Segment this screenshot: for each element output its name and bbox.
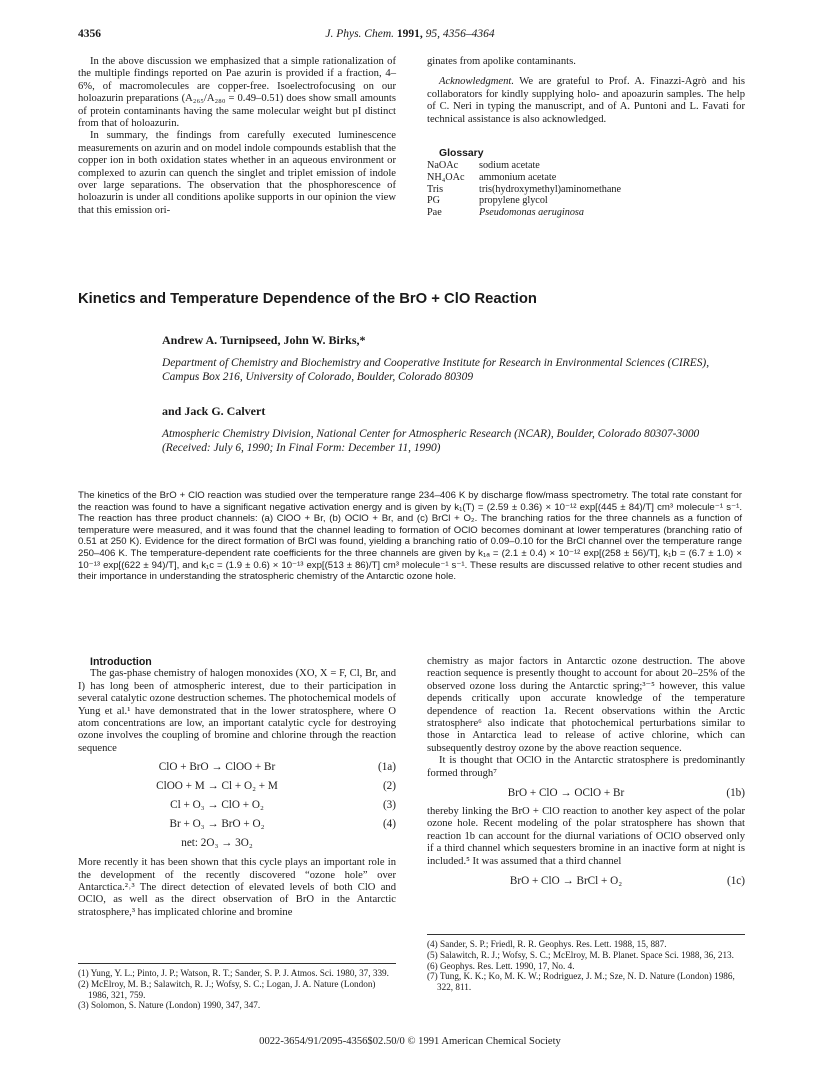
equation xyxy=(427,872,745,891)
footnote: (1) Yung, Y. L.; Pinto, J. P.; Watson, R. T.; Sander, S. P. J. Atmos. Sci. 1980, 37, 339. xyxy=(78,968,389,978)
body-paragraph: chemistry as major factors in Antarctic ozone destruction. The above reaction sequence is presently thought to account for about 20–25% of the observed ozone loss during the Antarctic spring;³⁻⁵ however, this value depends critically upon accurate knowledge of the temperature dependence of reaction 1a. Recent observations within the Arctic stratosphere⁶ also indicate that photochemical perturbations similar to those in Antarctica lead to release of active chlorine, which can subsequently destroy ozone by the above reaction sequence. xyxy=(427,656,745,754)
equation-number: (2) xyxy=(382,780,396,793)
equation-number: (4) xyxy=(382,818,396,831)
glossary-definition: propylene glycol xyxy=(479,195,548,207)
equation-text: ClOO + M → Cl + O₂ + M xyxy=(156,780,278,793)
footnote: (6) Geophys. Res. Lett. 1990, 17, No. 4. xyxy=(427,960,575,971)
acknowledgment-text: We are grateful to Prof. A. Finazzi-Agrò and his collaborators for kindly supplying holo- and apoazurin samples. The help of C. Neri in typing the manuscript, and of A. Puntoni and L. Favati for technical assistance is also acknowledged. xyxy=(427,76,745,125)
section-heading: Introduction xyxy=(90,656,152,668)
glossary-term: NH₄OAc xyxy=(427,172,465,184)
author-list: Andrew A. Turnipseed, John W. Birks,* xyxy=(162,333,366,347)
glossary-row xyxy=(427,172,621,184)
glossary-table xyxy=(427,160,621,218)
glossary-term: PG xyxy=(427,195,441,207)
abstract: The kinetics of the BrO + ClO reaction was studied over the temperature range 234–406 K by discharge flow/mass spectrometry. The total rate constant for the reaction was found to have a significant negative activation energy and is given by k₁(T) = (2.59 ± 0.36) × 10⁻¹² exp[(445 ± 84)/T] cm³ molecule⁻¹ s⁻¹. The reaction has three product channels: (a) ClOO + Br, (b) OClO + Br, and (c) BrCl + O₂. The branching ratios for the three channels as a function of temperature were measured, and it was found that the channel leading to formation of OClO becomes dominant at lower temperatures (branching ratio of 0.51 at 250 K). Evidence for the direct formation of BrCl was found, yielding a branching ratio of 0.09–0.10 for the BrCl channel over the temperature range 250–406 K. The temperature-dependent rate coefficients for the three channels are given by k₁ₐ = (2.1 ± 0.4) × 10⁻¹² exp[(258 ± 56)/T], k₁b = (6.7 ± 1.0) × 10⁻¹³ exp[(622 ± 94)/T], and k₁c = (1.9 ± 0.6) × 10⁻¹³ exp[(513 ± 86)/T] cm³ molecule⁻¹ s⁻¹. These results are discussed relative to other recent studies and their importance in understanding the stratospheric chemistry of the Antarctic ozone hole. xyxy=(78,490,742,583)
body-paragraph: thereby linking the BrO + ClO reaction to another key aspect of the polar ozone hole. Recent modeling of the polar stratosphere has shown that reaction 1b can account for the diurnal variations of OClO observed only if a third channel which sequesters bromine in an inactive form at night is included.⁵ It was assumed that a third channel xyxy=(427,806,745,867)
equation-text: BrO + ClO → BrCl + O₂ xyxy=(509,875,623,888)
body-paragraph: It is thought that OClO in the Antarctic stratosphere is predominantly formed through⁷ xyxy=(427,755,745,779)
footnote: (3) Solomon, S. Nature (London) 1990, 347, 347. xyxy=(78,1000,261,1011)
body-paragraph: More recently it has been shown that this cycle plays an important role in the development of the recently discovered “ozone hole” over Antarctica.²˒³ The direct detection of elevated levels of both ClO and OClO, as well as the direct observation of BrO in the Antarctic stratosphere,³ has implicated chlorine and bromine xyxy=(78,857,396,918)
prev-article-left-column xyxy=(78,56,396,217)
glossary-definition: ammonium acetate xyxy=(479,172,557,184)
equation-text: BrO + ClO → OClO + Br xyxy=(507,787,625,800)
equation xyxy=(78,796,396,815)
page-footer: 0022-3654/91/2095-4356$02.50/0 © 1991 American Chemical Society xyxy=(259,1036,561,1047)
glossary-definition: tris(hydroxymethyl)aminomethane xyxy=(479,183,622,195)
glossary-row xyxy=(427,195,621,207)
body-paragraph: The gas-phase chemistry of halogen monoxides (XO, X = F, Cl, Br, and I) has long been of atmospheric interest, due to their participation in several catalytic ozone destruction schemes. The photochemical models of Yung et al.¹ have demonstrated that in the lower stratosphere, where O atom concentrations are low, an important catalytic cycle for destroying ozone involves the coupling of bromine and chlorine through the reaction sequence xyxy=(78,668,396,754)
equation-number: (1c) xyxy=(726,875,745,888)
equation-number: (3) xyxy=(382,799,396,812)
footnote: (7) Tung, K. K.; Ko, M. K. W.; Rodriguez, J. M.; Sze, N. D. Nature (London) 1986, 322, 811. xyxy=(427,971,735,993)
footnotes-left xyxy=(78,963,396,1011)
glossary-definition: sodium acetate xyxy=(479,160,540,172)
equation-text: Br + O₃ → BrO + O₂ xyxy=(169,818,265,831)
equation-number: (1b) xyxy=(726,787,745,800)
equation xyxy=(78,815,396,834)
intro-left-column xyxy=(78,656,396,919)
equation xyxy=(78,758,396,777)
glossary-row xyxy=(427,207,621,219)
acknowledgment xyxy=(427,76,745,126)
equation-text: net: 2O₃ → 3O₂ xyxy=(181,837,253,850)
glossary-row xyxy=(427,160,621,172)
equation-text: ClO + BrO → ClOO + Br xyxy=(158,761,276,774)
journal-citation xyxy=(78,28,742,40)
affiliation: Atmospheric Chemistry Division, National Center for Atmospheric Research (NCAR), Boulder, Colorado 80307-3000 (Received: July 6, 1990; In Final Form: December 11, 1990) xyxy=(162,428,700,454)
glossary-title: Glossary xyxy=(439,148,484,160)
equation xyxy=(427,784,745,803)
author-list: and Jack G. Calvert xyxy=(162,404,266,418)
page-number: 4356 xyxy=(78,28,101,40)
footnotes-right xyxy=(427,934,745,993)
equation xyxy=(78,834,396,853)
glossary-row xyxy=(427,184,621,196)
equation-text: Cl + O₃ → ClO + O₂ xyxy=(170,799,264,812)
running-head xyxy=(78,28,742,44)
journal-year: 1991, xyxy=(396,28,423,40)
footnote: (5) Salawitch, R. J.; Wofsy, S. C.; McElroy, M. B. Planet. Space Sci. 1988, 36, 213. xyxy=(427,949,734,960)
glossary-term: Tris xyxy=(427,183,444,195)
intro-right-column xyxy=(427,656,745,891)
affiliation: Department of Chemistry and Biochemistry and Cooperative Institute for Research in Environmental Sciences (CIRES), Campus Box 216, University of Colorado, Boulder, Colorado 80309 xyxy=(162,357,710,383)
prev-paragraph: ginates from apolike contaminants. xyxy=(427,56,576,67)
glossary-term: Pae xyxy=(427,206,442,218)
prev-paragraph: In the above discussion we emphasized that a simple rationalization of the multiple findings reported on Pae azurin is provided if a fraction, 4–6%, of macromolecules are copper-free. Isoelectrofocusing on our holoazurin preparations (A₂₆₅/A₂₈₀ = 0.49–0.51) does show small amounts of protein contaminants having the same molecular weight but pI distinct from that of holoazurin. xyxy=(78,56,396,130)
glossary-definition: Pseudomonas aeruginosa xyxy=(479,206,584,218)
footnote: (4) Sander, S. P.; Friedl, R. R. Geophys. Res. Lett. 1988, 15, 887. xyxy=(427,939,667,949)
acknowledgment-label: Acknowledgment. xyxy=(439,76,515,88)
journal-name: J. Phys. Chem. xyxy=(325,28,395,40)
prev-article-right-column xyxy=(427,56,745,218)
prev-paragraph: In summary, the findings from carefully executed luminescence measurements on azurin and on model indole compounds establish that the copper ion in both oxidation states whether in an aqueous environment or complexed to azurin can quench the singlet and triplet emission of indole over large separations. The observation that the phosphorescence of holoazurin is under all conditions apolike supports in our opinion the view that this emission ori- xyxy=(78,130,396,216)
equation xyxy=(78,777,396,796)
journal-volume-pages: 95, 4356–4364 xyxy=(425,28,495,40)
footnote: (2) McElroy, M. B.; Salawitch, R. J.; Wofsy, S. C.; Logan, J. A. Nature (London) 1986, 321, 759. xyxy=(78,978,376,1000)
glossary-term: NaOAc xyxy=(427,160,459,172)
equation-number: (1a) xyxy=(377,761,396,774)
article-title: Kinetics and Temperature Dependence of the BrO + ClO Reaction xyxy=(78,291,537,307)
